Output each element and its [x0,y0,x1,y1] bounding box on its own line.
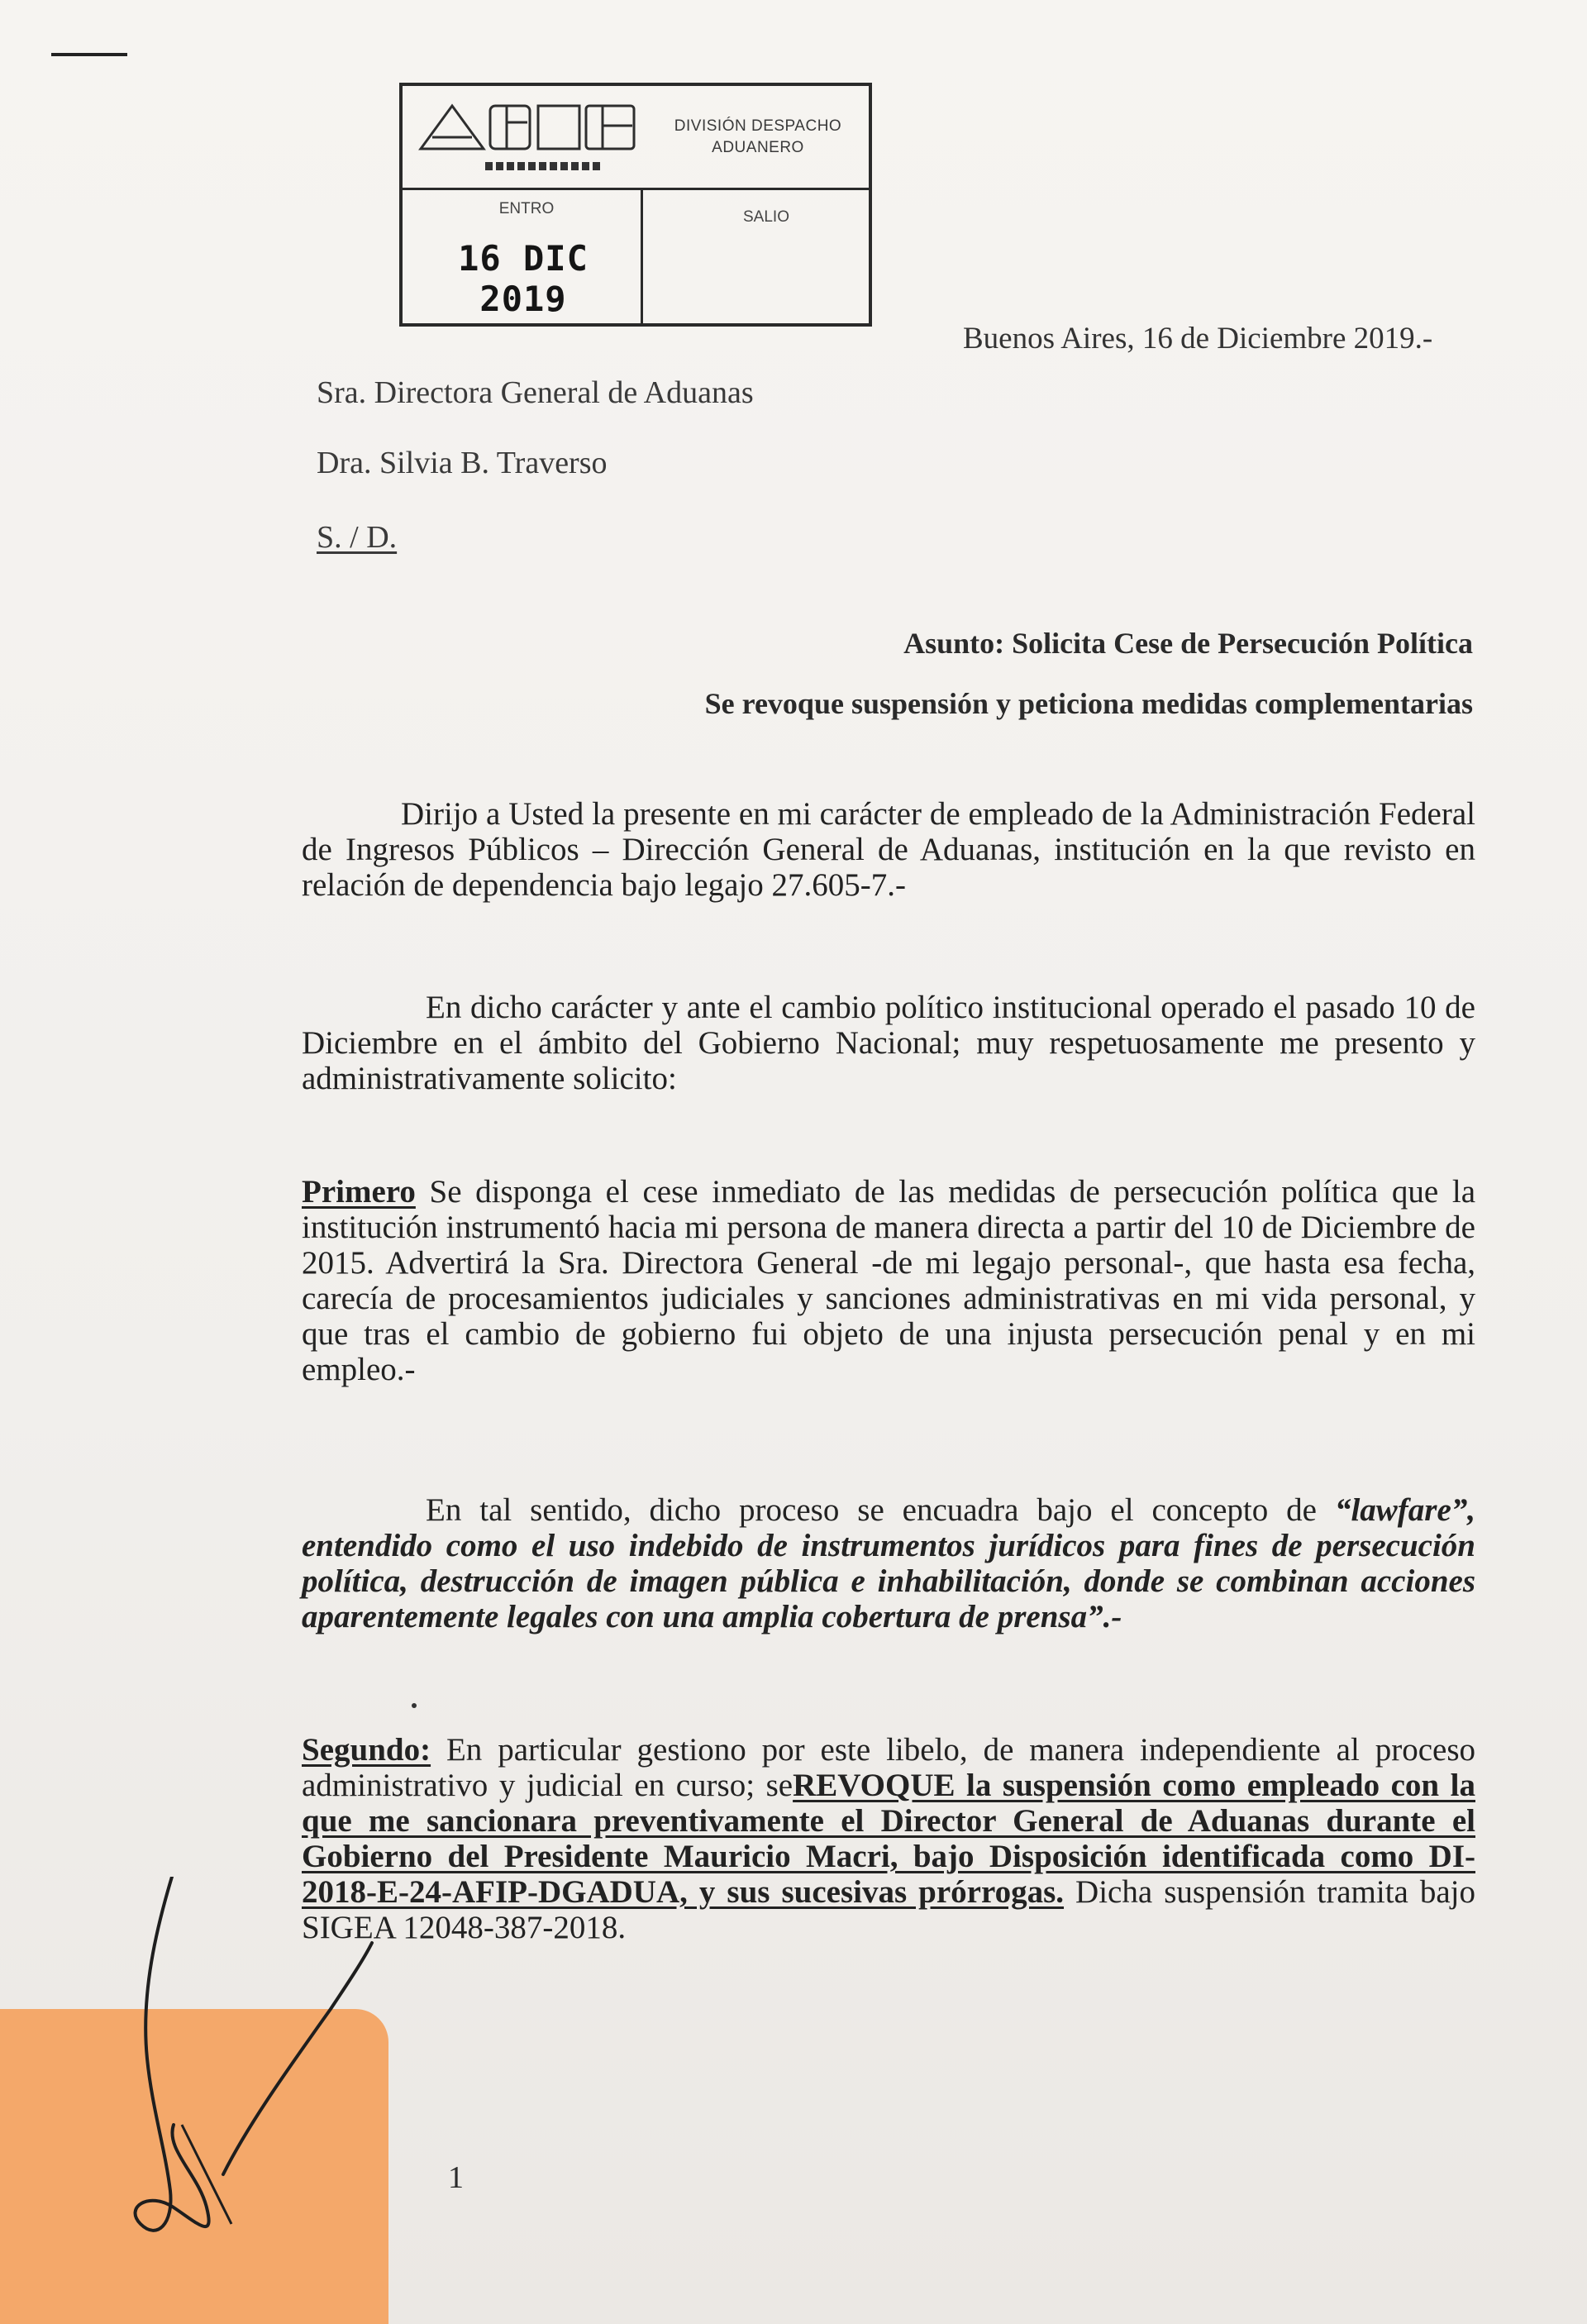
stamp-column-divider [641,188,643,327]
paragraph-primero [302,1174,1475,1387]
stray-dot [412,1703,417,1708]
primero-text: Se disponga el cese inmediato de las medidas de persecución política que la institución instrumentó hacia mi persona de manera directa a partir del 10 de Diciembre de 2015. Advertirá la Sra. Directora General -de mi legajo personal-, que hasta esa fecha, carecía de procesamientos judiciales y sanciones administrativas en mi vida personal, y que tras el cambio de gobierno fui objeto de una injusta persecución penal y en mi empleo.- [302,1174,1475,1387]
paragraph-segundo [302,1732,1475,1945]
lawfare-quote: “lawfare”, entendido como el uso indebido de instrumentos jurídicos para fines de persecución política, destrucción de imagen pública e inhabilitación, donde se combinan acciones aparentemente legales con una amplia cobertura de prensa”.- [302,1492,1476,1634]
paragraph-lawfare [302,1492,1475,1634]
stamp-division-line2: ADUANERO [712,139,804,156]
lawfare-intro: En tal sentido, dicho proceso se encuadra bajo el concepto de [426,1492,1317,1528]
stamp-entro-date: 16 DIC 2019 [458,238,589,319]
page-number: 1 [448,2160,464,2195]
paragraph-request: En dicho carácter y ante el cambio político institucional operado el pasado 10 de Diciembre en el ámbito del Gobierno Nacional; muy respetuosamente me presento y administrativamente solicito: [302,990,1475,1096]
stamp-header [403,86,869,190]
segundo-text-2: Dicha suspensión tramita bajo SIGEA 12048-387-2018. [302,1874,1476,1945]
stamp-division-line1: DIVISIÓN DESPACHO [674,117,842,135]
edge-mark [51,53,127,56]
addressee-sd: S. / D. [317,520,398,555]
addressee-title: Sra. Directora General de Aduanas [317,375,754,410]
letter-date: Buenos Aires, 16 de Diciembre 2019.- [963,322,1433,356]
stamp-division-name [647,116,869,159]
subject-line-2: Se revoque suspensión y peticiona medidas complementarias [704,687,1473,720]
stamp-logo-subtext [485,162,601,170]
addressee-name: Dra. Silvia B. Traverso [317,446,608,480]
subject-line-1: Asunto: Solicita Cese de Persecución Política [903,627,1473,660]
stamp-entro-label: ENTRO [498,200,555,217]
reception-stamp [399,83,872,327]
afip-logo-icon [416,98,647,155]
segundo-text-1: En particular gestiono por este libelo, de manera independiente al proceso administrativo y judicial en curso; se [302,1732,1475,1803]
paragraph-intro: Dirijo a Usted la presente en mi carácter de empleado de la Administración Federal de Ingresos Públicos – Dirección General de Aduanas, institución en la que revisto en relación de dependencia bajo legajo 27.605-7.- [302,796,1475,903]
segundo-emphasis: REVOQUE la suspensión como empleado con la que me sancionara preventivamente el Director General de Aduanas durante el Gobierno del Presidente Mauricio Macri, bajo Disposición identificada como DI-2018-E-24-AFIP-DGADUA, y sus sucesivas prórrogas. [302,1768,1475,1910]
segundo-label: Segundo: [302,1732,431,1768]
stamp-salio-label: SALIO [743,208,789,226]
primero-label: Primero [302,1174,416,1210]
handwritten-signature-icon [124,1877,397,2257]
